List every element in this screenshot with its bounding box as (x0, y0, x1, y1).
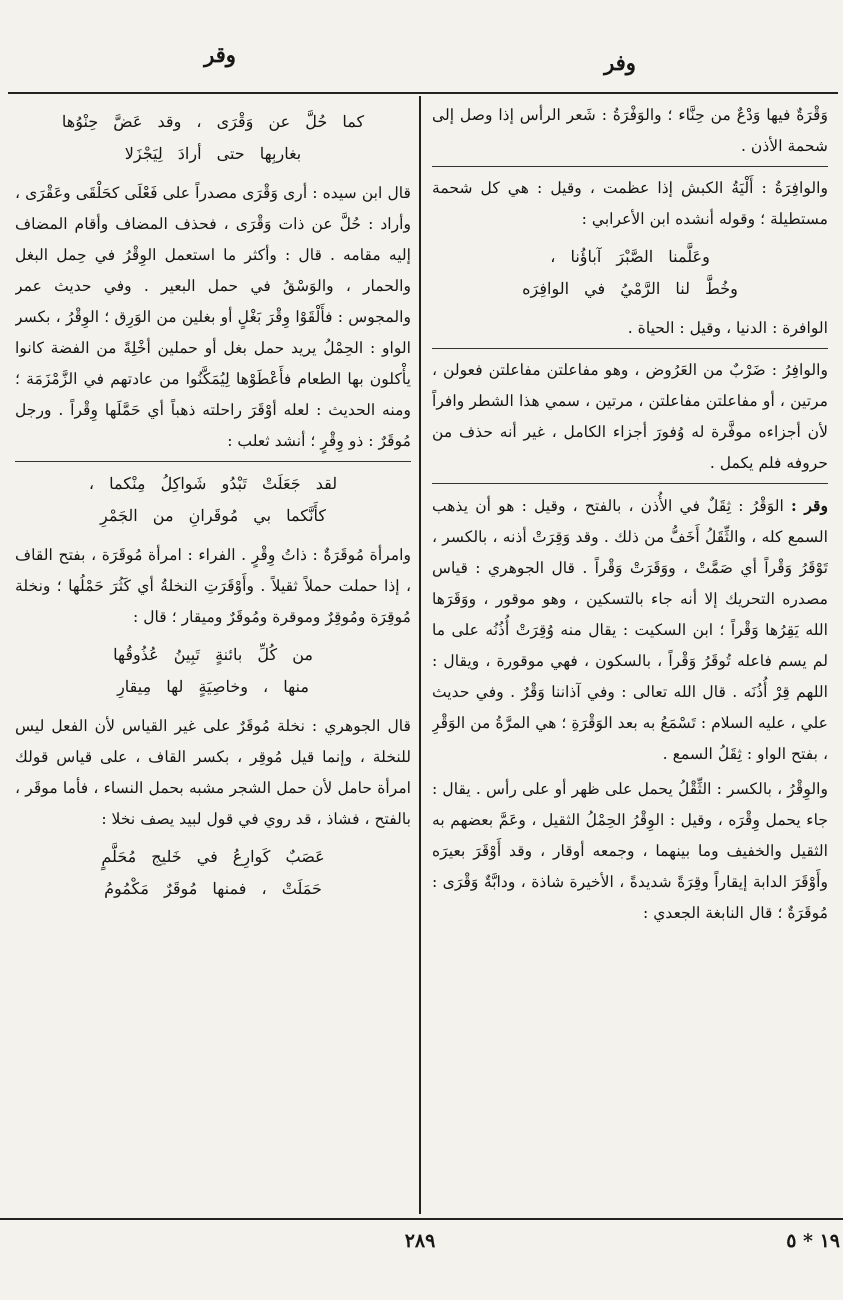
dictionary-entry (432, 490, 828, 770)
paragraph: قال الجوهري : نخلة مُوقَرٌ على غير القياس لأن الفعل ليس للنخلة ، وإنما قيل مُوقِر ، بكسر القاف ، على قياس قولك امرأة حامل لأن حمل الشجر مشبه بحمل النساء ، فأما موقَر ، بالفتح ، فشاذ ، قد روي في قول لبيد يصف نخلا : (15, 717, 411, 828)
paragraph: والوافِرُ : ضَرْبٌ من العَرُوض ، وهو مفاعلتن مفاعلتن فعولن ، مرتين ، أو مفاعلتن مفاعلتن ، مرتين ، سمي هذا الشطر وافراً لأن أجزاءه موفَّرة له وُفورَ أجزاء الكامل ، غير أنه حذف من حروفه فلم يكمل . (432, 355, 828, 484)
paragraph: والوِقْرُ ، بالكسر : الثِّقْلُ يحمل على ظهر أو على رأس . يقال : جاء يحمل وِقْرَه ، وقيل : الوِقْرُ الحِمْلُ الثقيل ، وعَمَّ بعضهم به الثقيل والخفيف وما بينهما ، وجمعه أوقار ، وقد أَوْقَرَ بعيرَه وأَوْقَرَ الدابة إيقاراً وقِرَةً شديدةً ، الأخيرة شاذة ، ودابَّةٌ وَقْرَى : مُوقَرَةٌ ؛ قال النابغة الجعدي : (432, 780, 828, 922)
verse (432, 241, 828, 305)
paragraph: والوافِرَةُ : أَلْيَةُ الكبش إذا عظمت ، وقيل : هي كل شحمة مستطيلة ؛ وقوله أنشده ابن الأعرابي : (432, 179, 828, 228)
signature-mark: ١٩ * ٥ (786, 1230, 840, 1252)
footer-rule (0, 1218, 843, 1220)
verse-line: من كُلِّ بائنةٍ تَبِينُ عُذُوقُها (113, 645, 313, 664)
verse-line: منها ، وخاصِيَةٍ لها مِيقارِ (117, 677, 309, 696)
verse-line: لقد جَعَلَتْ تَبْدُو شَواكِلُ مِنْكما ، (88, 474, 338, 493)
verse-line: عَصَبٌ كَوارِعُ في خَليج مُحَلَّمٍ (101, 847, 325, 866)
verse-line: حَمَلَتْ ، فمنها مُوقَرٌ مَكْمُومُ (104, 879, 322, 898)
page-number: ٢٨٩ (404, 1230, 436, 1252)
left-column (15, 100, 411, 1212)
right-running-header: وفر (604, 50, 636, 75)
verse (15, 841, 411, 905)
left-running-header: وقر (204, 42, 236, 67)
paragraph: وامرأة مُوقَرَةٌ : ذاتُ وِقْرٍ . الفراء : امرأة مُوقَرَة ، بفتح القاف ، إذا حملت حملاً ثقيلاً . وأَوْقَرَتِ النخلةُ أي كَثُرَ حَمْلُها ؛ ونخلة مُوقِرَة ومُوقِرٌ وموقرة ومُوقَرٌ وميقار ؛ قال : (15, 546, 411, 626)
paragraph: قال ابن سيده : أرى وَقْرَى مصدراً على فَعْلَى كحَلْقَى وعَقْرَى ، وأراد : حُلَّ عن ذات وَقْرَى ، فحذف المضاف وأقام المضاف إليه مقامه . قال : وأكثر ما استعمل الوِقْرُ في حِمل البغل والحمار ، والوَسْقُ في حمل البعير . وفي حديث عمر والمجوس : فأَلْقَوْا وِقْرَ بَغْلٍ أو بغلين من الوَرِق ؛ الوِقْرُ ، بكسر الواو : الحِمْلُ يريد حمل بغل أو حملين أخْلِةً من الفضة كانوا يأْكلون بها الطعام فأَعْطَوْها لِيُمَكَّنُوا من عادتهم في الزَّمْزَمَة ؛ ومنه الحديث : لعله أوْقَرَ راحلته ذهباً أي حَمَّلَها وِقْراً . ورجل مُوقَرٌ : ذو وِقْرٍ ؛ أنشد ثعلب : (15, 178, 411, 462)
verse (15, 106, 411, 170)
verse-line: وخُطَّ لنا الرَّمْيُ في الوافِرَه (522, 279, 738, 298)
verse-line: بغاربِها حتى أرادَ لِيَجْزَلا (124, 144, 302, 163)
column-divider (419, 96, 421, 1214)
paragraph: وَقْرَةٌ فيها وَدْعٌ من حِنَّاء ؛ والوَفْرَةُ : شَعر الرأس إذا وصل إلى شحمة الأذن . (432, 100, 828, 167)
verse-line: كأَنَّكما بي مُوقَرانِ من الجَمْرِ (99, 506, 327, 525)
verse-line: كما حُلَّ عن وَقْرَى ، وقد عَضَّ حِنْوُها (61, 112, 365, 131)
verse (15, 639, 411, 703)
paragraph: الوافرة : الدنيا ، وقيل : الحياة . (432, 313, 828, 349)
verse (15, 468, 411, 532)
entry-headword: وقر : (791, 496, 828, 515)
header-rule (8, 92, 838, 94)
right-column (432, 100, 828, 1212)
verse-line: وعَلَّمنا الصَّبْرَ آباؤُنا ، (550, 247, 710, 266)
entry-text: الوَقْرُ : ثِقَلٌ في الأُذن ، بالفتح ، وقيل : هو أن يذهب السمع كله ، والثِّقَلُ أَخَفُّ من ذلك . وقد وَقِرَتْ أذنه ، بالكسر ، تَوْقَرُ وَقْراً أي صَمَّتْ ، ووَقَرَتْ وَقْراً . قال الجوهري : قياس مصدره التحريك إلا أنه جاء بالتسكين ، وهو موقور ، ووَقَرَها الله يَقِرُها وَقْراً ؛ ابن السكيت : يقال منه وُقِرَتْ أُذُنُه على ما لم يسم فاعله تُوقَرُ وَقْراً ، بالسكون ، فهي موقورة ، ويقال : اللهم قِرْ أُذُنَه . قال الله تعالى : وفي آذاننا وَقْرٌ . وفي حديث علي ، عليه السلام : تَسْمَعُ به بعد الوَقْرَةِ ؛ هي المرَّةُ من الوَقْرِ ، بفتح الواو : ثِقَلُ السمع . (432, 497, 828, 763)
